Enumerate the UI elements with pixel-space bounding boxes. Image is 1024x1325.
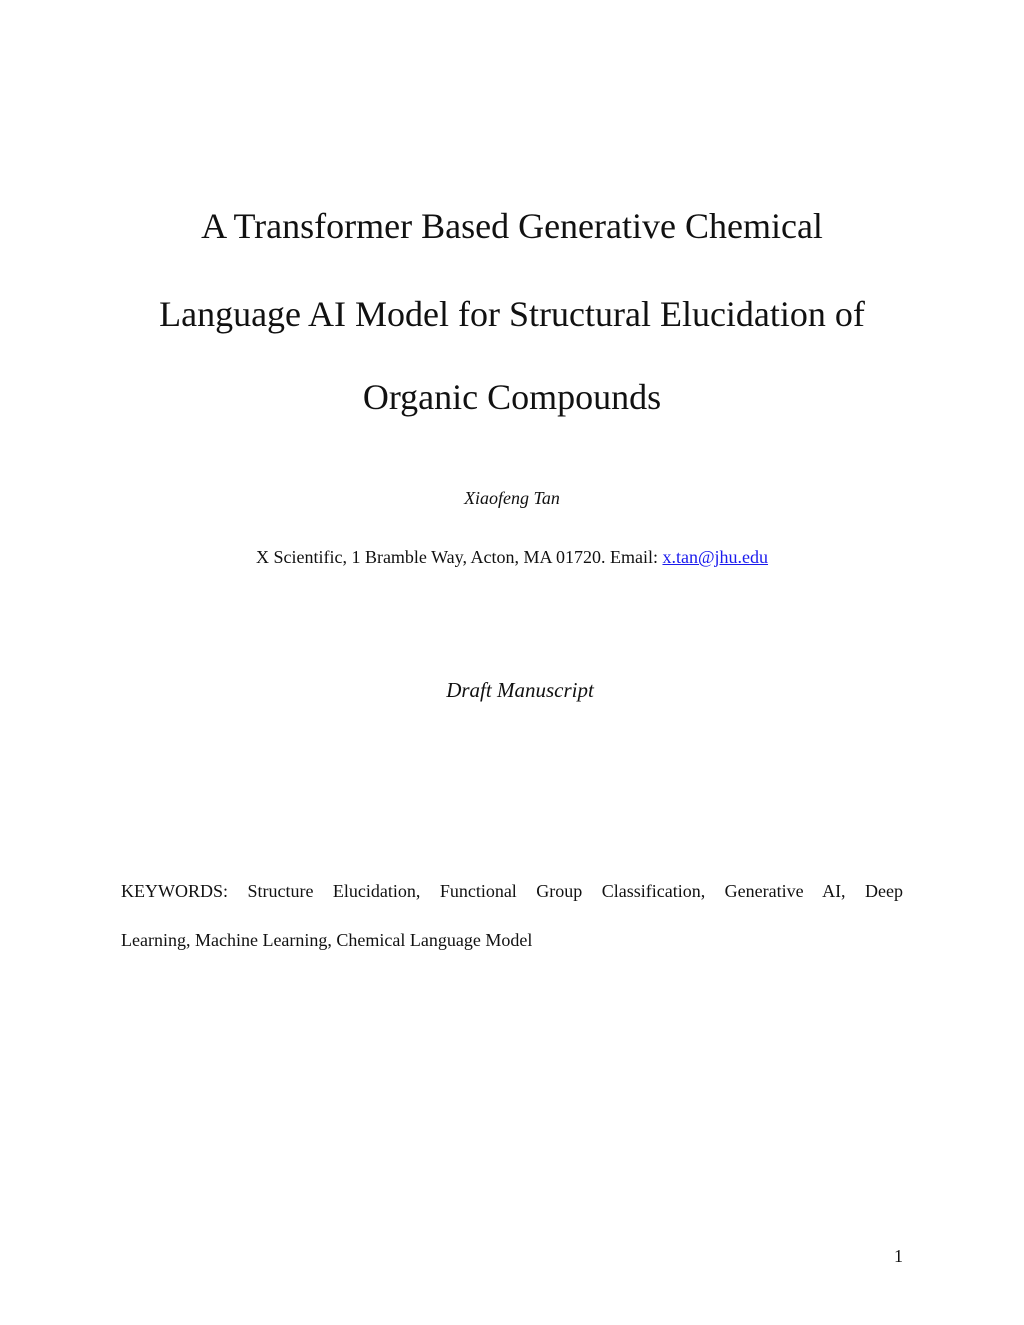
keywords-line-1: KEYWORDS: Structure Elucidation, Functional Group Classification, Generative AI, Deep <box>121 881 903 901</box>
email-link[interactable]: x.tan@jhu.edu <box>662 547 769 567</box>
manuscript-status: Draft Manuscript <box>446 678 594 702</box>
paper-title-line-2: Language AI Model for Structural Elucidation of <box>159 294 865 334</box>
affiliation-text: X Scientific, 1 Bramble Way, Acton, MA 01720. Email: <box>255 547 663 567</box>
page-number: 1 <box>894 1246 903 1266</box>
paper-title-line-1: A Transformer Based Generative Chemical <box>201 206 823 246</box>
paper-title-line-3: Organic Compounds <box>362 377 662 417</box>
affiliation <box>0 545 1024 569</box>
author-name: Xiaofeng Tan <box>464 488 560 508</box>
keywords-line-2: Learning, Machine Learning, Chemical Language Model <box>121 930 533 950</box>
